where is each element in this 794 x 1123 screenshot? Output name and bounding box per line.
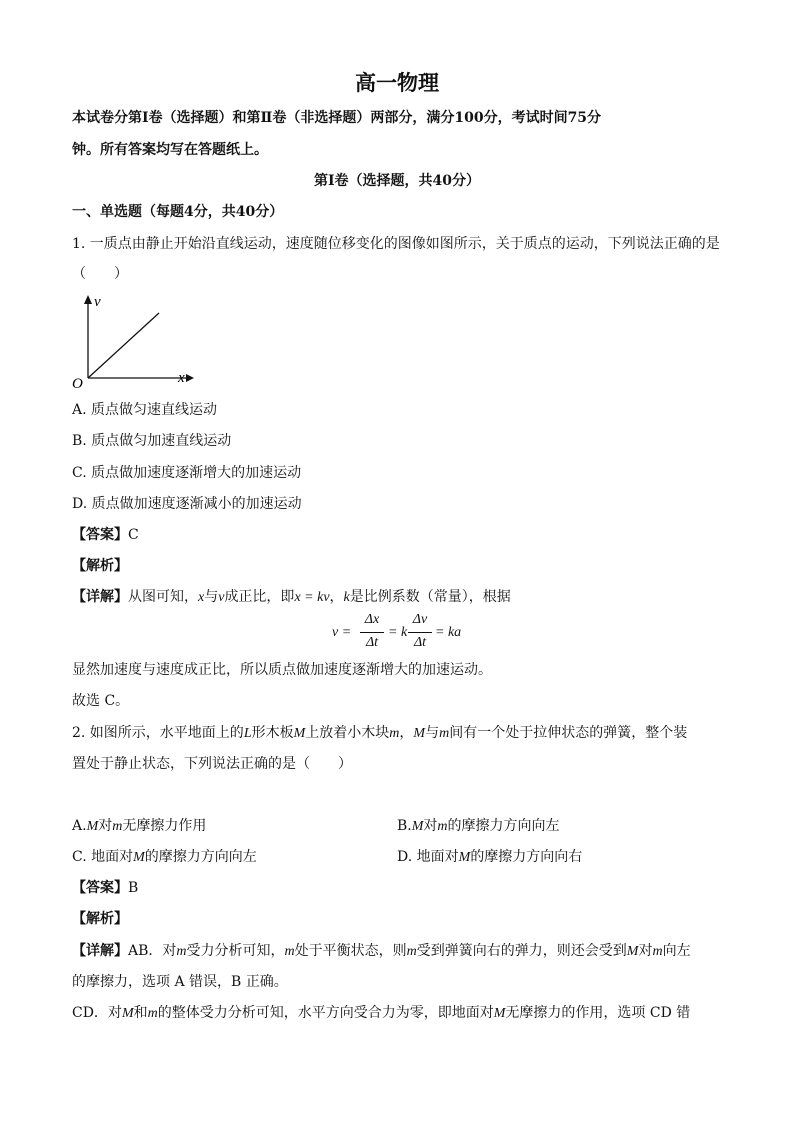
q2-option-a-var-M: M — [86, 819, 99, 834]
q2-option-b — [397, 817, 560, 836]
q1-detail-tag: 【详解】 — [72, 589, 128, 605]
q1-answer-value: C — [128, 527, 139, 543]
q2-stem-text-2: 形木板 — [251, 725, 294, 741]
q1-analysis-tag: 【解析】 — [72, 558, 128, 574]
q2-answer-value: B — [128, 880, 139, 896]
q1-formula-rhs: = ka — [435, 625, 462, 640]
q1-detail-line — [72, 588, 511, 607]
q2-detail3-var-M-2: M — [493, 1006, 506, 1021]
q2-option-c-text: 的摩擦力方向向左 — [144, 849, 257, 865]
q2-detail-line-2: 的摩擦力，选项 A 错误，B 正确。 — [72, 974, 288, 990]
q1-conclusion: 显然加速度与速度成正比，所以质点做加速度逐渐增大的加速运动。 — [72, 662, 492, 678]
q1-detail-equation: x = kv — [294, 590, 330, 605]
q1-formula-f2-num: Δv — [412, 612, 428, 627]
q2-detail3-text-3: 的整体受力分析可知，水平方向受合力为零，即地面对 — [157, 1005, 494, 1021]
q2-option-d-prefix: D. 地面对 — [397, 849, 459, 865]
q2-stem-text-1: 2. 如图所示，水平地面上的 — [72, 725, 244, 741]
page-title: 高一物理 — [355, 70, 439, 95]
q1-detail-text-2: 与 — [204, 589, 219, 605]
q2-detail-text-4: 受到弹簧向右的弹力，则还会受到 — [416, 943, 627, 959]
q2-detail-text-5: 对 — [638, 943, 653, 959]
q1-option-d: D. 质点做加速度逐渐减小的加速运动 — [72, 496, 302, 512]
q2-detail-var-m-1: m — [176, 944, 187, 959]
q1-detail-text-1: 从图可知， — [128, 589, 198, 605]
q1-formula-f2-den: Δt — [413, 635, 427, 650]
q2-option-b-mid: 对 — [423, 818, 438, 834]
exam-intro-line-1: 本试卷分第Ⅰ卷（选择题）和第Ⅱ卷（非选择题）两部分，满分100分，考试时间75分 — [72, 110, 602, 126]
q2-analysis-tag: 【解析】 — [72, 911, 128, 927]
q2-option-a — [72, 817, 206, 836]
q2-detail-text-1: AB．对 — [128, 943, 177, 959]
q2-stem-text-3: 上放着小木块 — [305, 725, 390, 741]
q1-velocity-displacement-graph — [68, 292, 198, 392]
q1-detail-text-4: ， — [329, 589, 344, 605]
q2-option-a-mid: 对 — [98, 818, 113, 834]
q1-formula-f1-den: Δt — [365, 635, 379, 650]
q1-stem-line-2: （ ） — [72, 266, 128, 282]
part1-heading: 第Ⅰ卷（选择题，共40分） — [313, 173, 481, 189]
q2-detail-line-1 — [72, 942, 691, 961]
q1-detail-text-3: 成正比，即 — [224, 589, 295, 605]
q2-stem-text-4: ， — [399, 725, 414, 741]
q2-detail-text-3: 处于平衡状态，则 — [294, 943, 407, 959]
q1-detail-var-v: v — [218, 590, 225, 605]
q2-option-b-prefix: B. — [397, 818, 412, 834]
q1-answer — [72, 526, 139, 544]
q2-detail3-var-m: m — [147, 1006, 158, 1021]
q1-graph-x-label: x — [178, 370, 185, 386]
q1-formula-mid: = k — [388, 625, 408, 640]
q1-graph-line — [88, 313, 159, 378]
q1-detail-text-5: 是比例系数（常量），根据 — [349, 589, 511, 605]
q2-detail-var-m-3: m — [406, 944, 417, 959]
q1-stem-line-1: 1. 一质点由静止开始沿直线运动，速度随位移变化的图像如图所示，关于质点的运动，下列说法正确的是 — [72, 236, 720, 252]
q2-option-d-text: 的摩擦力方向向右 — [470, 849, 583, 865]
q2-option-c-prefix: C. 地面对 — [72, 849, 134, 865]
q2-detail3-var-M-1: M — [121, 1006, 134, 1021]
q2-option-a-prefix: A. — [72, 818, 87, 834]
q1-graph-x-arrow-icon — [186, 374, 194, 382]
q2-stem-line-2: 置处于静止状态，下列说法正确的是（ ） — [72, 756, 352, 772]
q2-var-M: M — [293, 726, 306, 741]
q2-option-c-var-M: M — [133, 850, 145, 865]
q2-detail3-text-4: 无摩擦力的作用，选项 CD 错 — [505, 1005, 691, 1021]
section1-heading: 一、单选题（每题4分，共40分） — [72, 204, 284, 220]
q2-stem-line-1 — [72, 724, 687, 743]
q1-detail-var-x: x — [198, 590, 205, 605]
q2-option-c — [72, 848, 257, 867]
q1-formula-f2-bar — [408, 632, 432, 633]
q2-detail-tag: 【详解】 — [72, 943, 128, 959]
q2-option-d — [397, 848, 582, 867]
q2-detail-var-m-2: m — [284, 944, 295, 959]
q2-detail-text-2: 受力分析可知， — [186, 943, 285, 959]
exam-intro-line-2: 钟。所有答案均写在答题纸上。 — [72, 142, 268, 158]
q1-option-c: C. 质点做加速度逐渐增大的加速运动 — [72, 465, 302, 481]
q1-formula-lhs: v = — [332, 625, 352, 640]
q2-answer — [72, 879, 138, 897]
q2-detail-var-M-1: M — [626, 944, 639, 959]
q2-var-m: m — [389, 726, 400, 741]
q2-stem-text-5: 与 — [425, 725, 440, 741]
q1-option-a: A. 质点做匀速直线运动 — [72, 402, 218, 418]
q2-detail3-text-1: CD．对 — [72, 1005, 122, 1021]
q2-var-L: L — [243, 726, 252, 741]
q2-stem-text-6: 间有一个处于拉伸状态的弹簧，整个装 — [449, 725, 688, 741]
q1-graph-origin-label: O — [72, 376, 83, 392]
q1-graph-y-label: v — [94, 294, 101, 310]
q1-choose: 故选 C。 — [72, 693, 130, 709]
q1-option-b: B. 质点做匀加速直线运动 — [72, 433, 232, 449]
q2-option-d-var-M: M — [458, 850, 471, 865]
q2-var-m-2: m — [439, 726, 450, 741]
q2-detail-var-m-4: m — [652, 944, 663, 959]
q2-detail-text-6: 向左 — [662, 943, 691, 959]
q2-option-b-var-M: M — [411, 819, 424, 834]
q1-detail-var-k: k — [343, 590, 350, 605]
q1-formula-f1-bar — [360, 632, 384, 633]
q2-option-b-var-m: m — [437, 819, 448, 834]
q2-option-b-text: 的摩擦力方向向左 — [447, 818, 560, 834]
q1-answer-tag: 【答案】 — [72, 527, 128, 543]
q2-answer-tag: 【答案】 — [72, 880, 128, 896]
q2-option-a-var-m: m — [112, 819, 123, 834]
q2-detail-line-3 — [72, 1004, 690, 1023]
q2-option-a-text: 无摩擦力作用 — [122, 818, 207, 834]
q1-graph-y-arrow-icon — [84, 295, 92, 304]
q2-var-M-2: M — [413, 726, 426, 741]
q1-formula-f1-num: Δx — [364, 612, 380, 627]
q2-detail3-text-2: 和 — [133, 1005, 148, 1021]
